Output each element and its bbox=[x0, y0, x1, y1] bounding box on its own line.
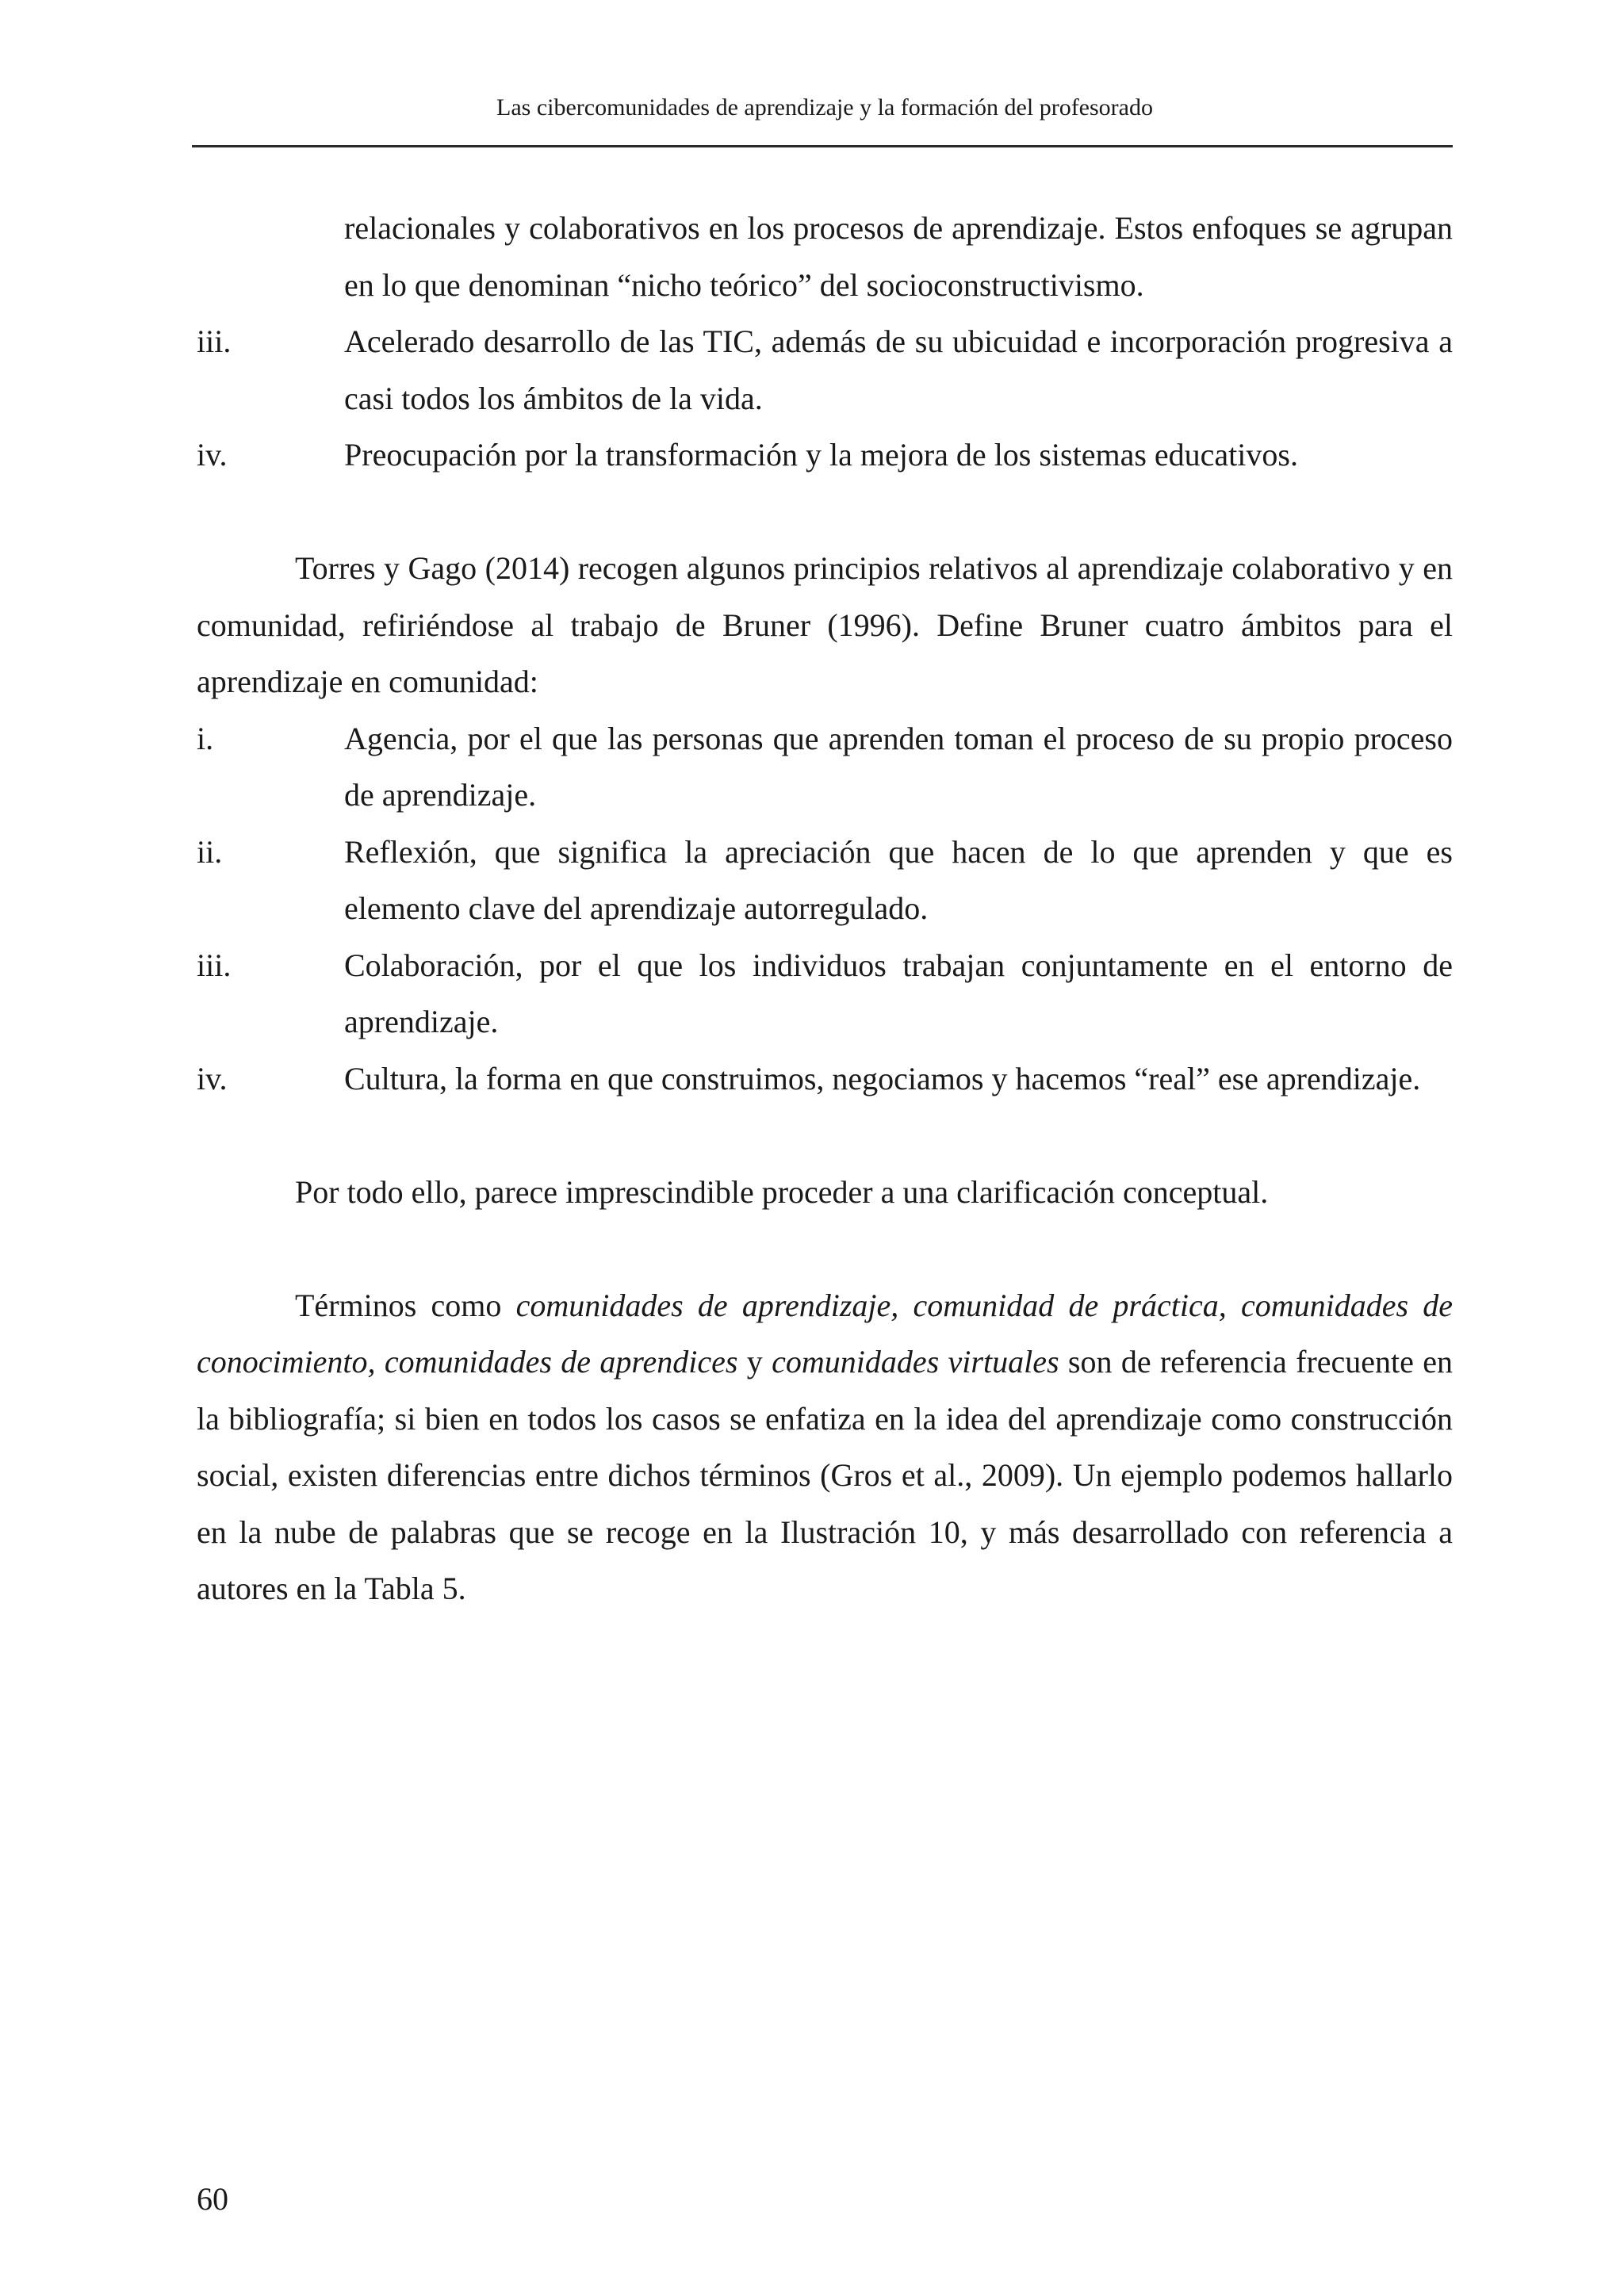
list-item-number: iii. bbox=[197, 947, 232, 983]
paragraph-torres-gago: Torres y Gago (2014) recogen algunos principios relativos al aprendizaje colaborativo y en comunidad, refiriéndose al trabajo de Bruner (1996). Define Bruner cuatro ámbitos para el aprendizaje en comunidad: bbox=[197, 550, 1453, 699]
paragraph-terms bbox=[197, 1277, 1453, 1617]
list-item-continuation: relacionales y colaborativos en los procesos de aprendizaje. Estos enfoques se agrupan en lo que denominan “nicho teórico” del socioconstructivismo. bbox=[344, 210, 1453, 303]
paragraph-clarification: Por todo ello, parece imprescindible proceder a una clarificación conceptual. bbox=[295, 1173, 1269, 1210]
list-item bbox=[197, 824, 1453, 937]
terms-intro: Términos como bbox=[295, 1287, 516, 1323]
list-continued bbox=[197, 200, 1453, 484]
list-item bbox=[197, 427, 1453, 484]
terms-joiner: y bbox=[737, 1344, 772, 1380]
list-item-number: iv. bbox=[197, 1060, 228, 1096]
list-item bbox=[197, 937, 1453, 1050]
list-item-number: iv. bbox=[197, 437, 228, 473]
list-bruner-domains bbox=[197, 710, 1453, 1108]
paragraph-gap bbox=[197, 1220, 1453, 1277]
body-text bbox=[197, 200, 1453, 1617]
list-item-text: Colaboración, por el que los individuos trabajan conjuntamente en el entorno de aprendizaje. bbox=[344, 947, 1453, 1039]
page-number: 60 bbox=[197, 2181, 228, 2217]
header-rule bbox=[192, 145, 1453, 147]
list-item-number: i. bbox=[197, 720, 214, 756]
terms-italic-1: comunidades de aprendizaje, comunidad de práctica, comunidades de conocimiento, comunidades de aprendices bbox=[197, 1287, 1453, 1380]
list-item-number: ii. bbox=[197, 833, 223, 870]
list-item bbox=[197, 710, 1453, 824]
terms-rest: son de referencia frecuente en la bibliografía; si bien en todos los casos se enfatiza en la idea del aprendizaje como construcción social, existen diferencias entre dichos términos (Gros et al., 2009). Un ejemplo podemos hallarlo en la nube de palabras que se recoge en la Ilustración 10, y más desarrollado con referencia a autores en la Tabla 5. bbox=[197, 1344, 1454, 1606]
list-item-text: Reflexión, que significa la apreciación que hacen de lo que aprenden y que es elemento clave del aprendizaje autorregulado. bbox=[344, 833, 1453, 926]
list-item bbox=[197, 313, 1453, 427]
paragraph-gap bbox=[197, 484, 1453, 541]
list-item-number: iii. bbox=[197, 323, 232, 359]
list-item bbox=[197, 1050, 1453, 1108]
running-header: Las cibercomunidades de aprendizaje y la formación del profesorado bbox=[496, 94, 1153, 121]
list-item-text: Preocupación por la transformación y la mejora de los sistemas educativos. bbox=[344, 437, 1298, 473]
list-item-text: Agencia, por el que las personas que aprenden toman el proceso de su propio proceso de aprendizaje. bbox=[344, 720, 1453, 813]
paragraph-gap bbox=[197, 1107, 1453, 1164]
list-item-text: Acelerado desarrollo de las TIC, además de su ubicuidad e incorporación progresiva a casi todos los ámbitos de la vida. bbox=[344, 323, 1453, 416]
list-item-text: Cultura, la forma en que construimos, negociamos y hacemos “real” ese aprendizaje. bbox=[344, 1060, 1421, 1096]
terms-italic-2: comunidades virtuales bbox=[772, 1344, 1059, 1380]
